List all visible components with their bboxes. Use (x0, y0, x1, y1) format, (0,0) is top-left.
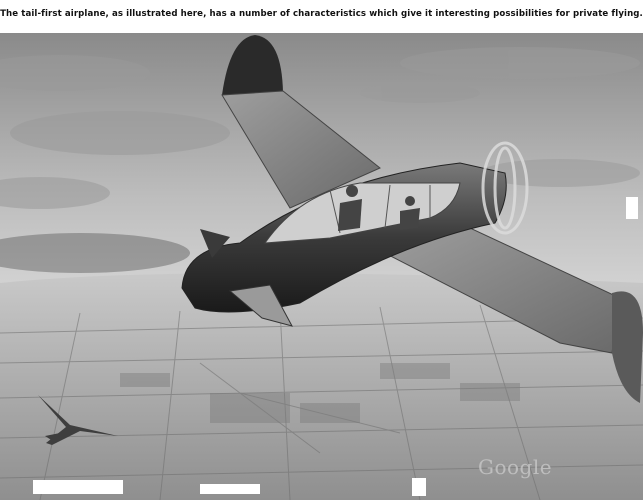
scan-artifact (412, 478, 426, 496)
airplane-illustration (0, 33, 643, 500)
google-watermark: Google (478, 455, 553, 479)
scan-artifact (626, 197, 638, 219)
scan-artifact (200, 484, 260, 494)
figure-caption: The tail-first airplane, as illustrated here, has a number of characteristics which give it interesting possibilities for private flying. (0, 9, 643, 19)
scan-artifact (33, 480, 123, 494)
